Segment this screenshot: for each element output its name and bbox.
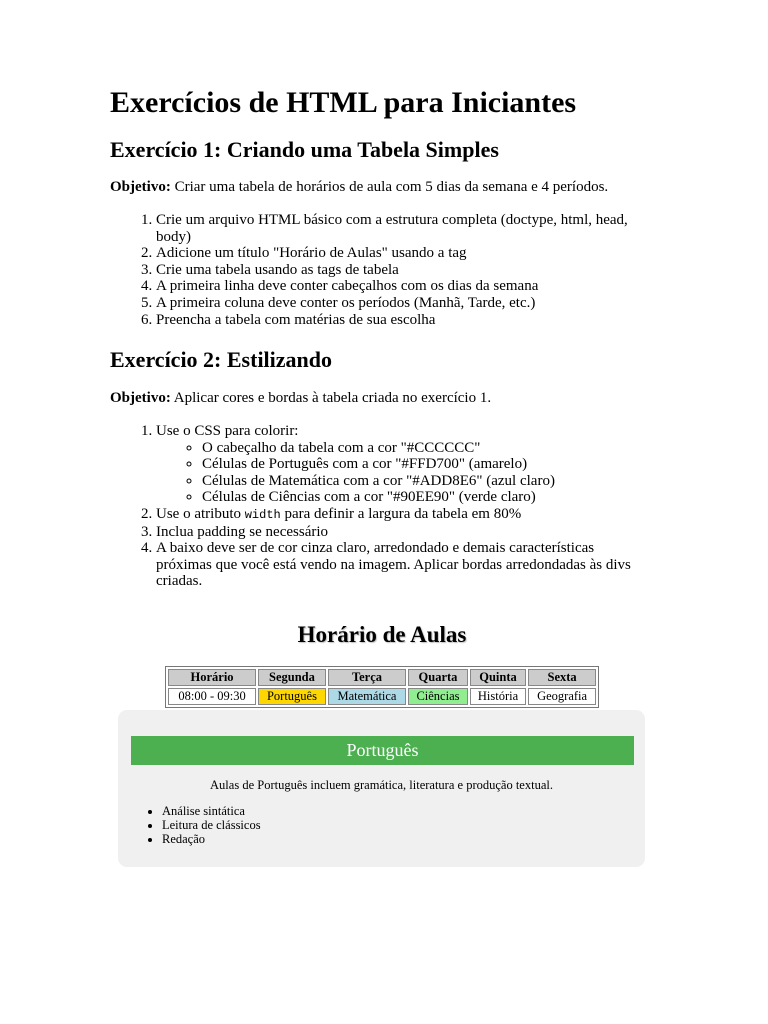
exercise2-steps (110, 423, 652, 590)
list-item: • Redação (162, 832, 261, 846)
exercise2-objective-label: Objetivo: (110, 390, 171, 406)
exercise1-objective-text: Criar uma tabela de horários de aula com 5 dias da semana e 4 períodos. (174, 179, 609, 195)
subject-card-description: Aulas de Português incluem gramática, literatura e produção textual. (210, 778, 553, 792)
subject-card-title: Português (131, 736, 634, 765)
schedule-historia-cell: História (470, 688, 526, 705)
subject-topic-list (141, 804, 261, 846)
exercise1-step: 1. Crie um arquivo HTML básico com a estrutura completa (doctype, html, head, body) (156, 212, 652, 245)
schedule-table (165, 666, 599, 708)
color-rule-item: ◦ O cabeçalho da tabela com a cor "#CCCCCC" (202, 440, 652, 457)
schedule-header-cell: Sexta (528, 669, 596, 686)
exercise2-step (156, 423, 652, 506)
exercise2-step: 3. Inclua padding se necessário (156, 524, 652, 541)
exercise2-objective (110, 389, 491, 407)
exercise2-objective-text: Aplicar cores e bordas à tabela criada no exercício 1. (173, 390, 492, 406)
color-rule-item: ◦ Células de Matemática com a cor "#ADD8E6" (azul claro) (202, 473, 652, 490)
exercise1-step: 4. A primeira linha deve conter cabeçalhos com os dias da semana (156, 278, 652, 295)
schedule-ciencias-cell: Ciências (408, 688, 468, 705)
exercise2-step: 4. A baixo deve ser de cor cinza claro, arredondado e demais características próximas que você está vendo na imagem. Aplicar bordas arredondadas às divs criadas. (156, 540, 652, 590)
schedule-title: Horário de Aulas (297, 622, 467, 647)
exercise1-step: 5. A primeira coluna deve conter os períodos (Manhã, Tarde, etc.) (156, 295, 652, 312)
schedule-header-cell: Horário (168, 669, 256, 686)
subject-card (118, 710, 645, 867)
schedule-header-cell: Quinta (470, 669, 526, 686)
table-row (168, 688, 596, 705)
width-attribute-code: width (244, 507, 281, 522)
exercise1-title: Exercício 1: Criando uma Tabela Simples (110, 137, 499, 162)
schedule-header-row (168, 669, 596, 686)
exercise1-step: 6. Preencha a tabela com matérias de sua escolha (156, 312, 652, 329)
schedule-portugues-cell: Português (258, 688, 326, 705)
schedule-header-cell: Quarta (408, 669, 468, 686)
exercise1-steps (110, 212, 652, 328)
exercise1-objective-label: Objetivo: (110, 179, 171, 195)
page-title: Exercícios de HTML para Iniciantes (110, 86, 577, 119)
schedule-header-cell: Terça (328, 669, 406, 686)
exercise2-color-list (156, 440, 652, 506)
exercise2-title: Exercício 2: Estilizando (110, 347, 333, 372)
exercise2-step1-text: Use o CSS para colorir: (156, 423, 299, 439)
exercise2-step (156, 506, 652, 524)
list-item: • Análise sintática (162, 804, 261, 818)
schedule-time-cell: 08:00 - 09:30 (168, 688, 256, 705)
exercise1-step: 2. Adicione um título "Horário de Aulas" usando a tag (156, 245, 652, 262)
color-rule-item: ◦ Células de Português com a cor "#FFD700" (amarelo) (202, 456, 652, 473)
exercise2-step2-before: Use o atributo (156, 505, 241, 522)
schedule-matematica-cell: Matemática (328, 688, 406, 705)
exercise1-step: 3. Crie uma tabela usando as tags de tabela (156, 262, 652, 279)
schedule-header-cell: Segunda (258, 669, 326, 686)
exercise1-objective (110, 178, 608, 196)
exercise2-step2-after: para definir a largura da tabela em 80% (284, 505, 522, 522)
schedule-geografia-cell: Geografia (528, 688, 596, 705)
color-rule-item: ◦ Células de Ciências com a cor "#90EE90" (verde claro) (202, 489, 652, 506)
list-item: • Leitura de clássicos (162, 818, 261, 832)
